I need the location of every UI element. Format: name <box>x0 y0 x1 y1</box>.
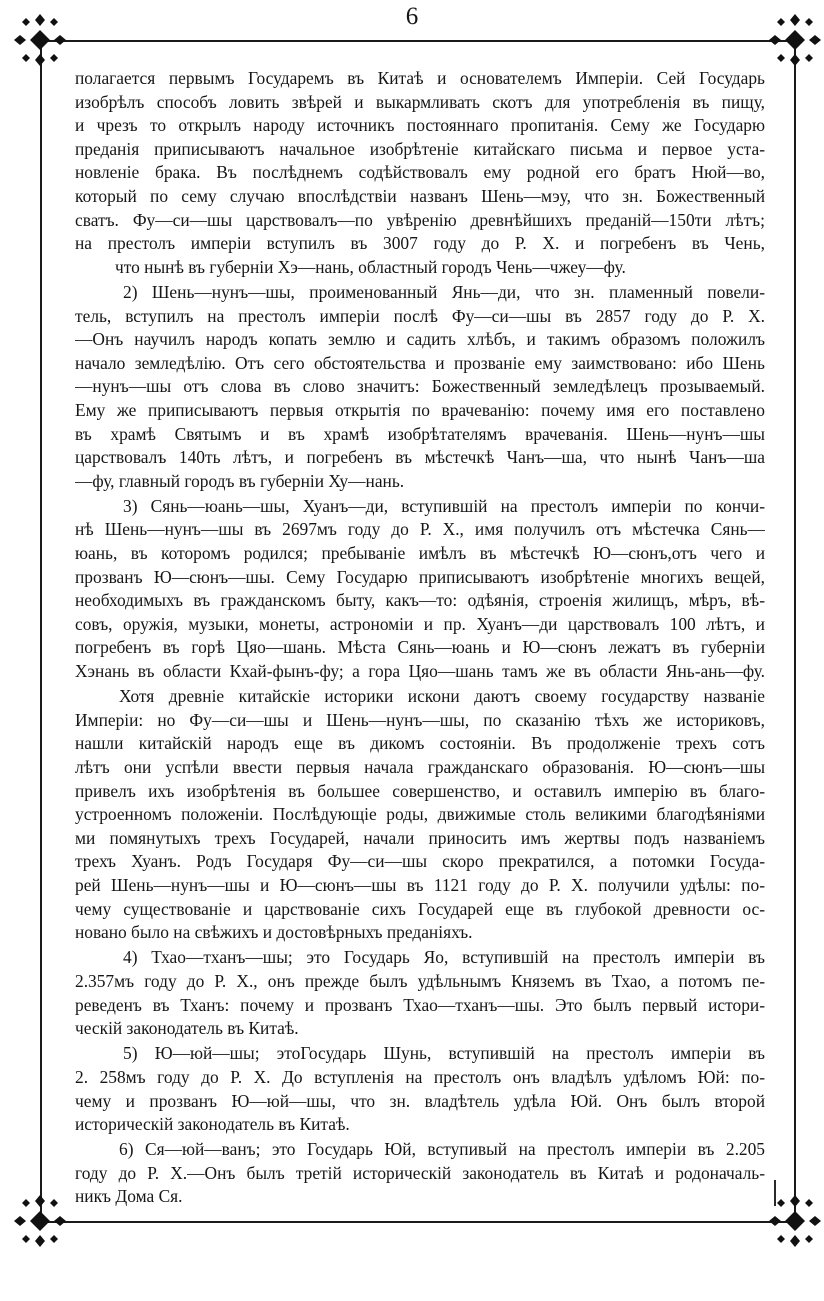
corner-ornament-top-right <box>763 8 824 72</box>
text-line: —Онъ научилъ народъ копать землю и садить хлѣбъ, и такимъ образомъ положилъ <box>75 329 765 350</box>
text-line: необходимыхъ въ гражданскомъ быту, какъ—то: одѣянія, строенія жилищъ, мѣръ, вѣ- <box>75 590 765 611</box>
text-line: что нынѣ въ губерніи Хэ—нань, областный городъ Чень—чжеу—фу. <box>115 256 626 277</box>
paragraph-7 <box>75 1138 765 1209</box>
text-line: на престолъ имперіи вступилъ въ 3007 году до Р. Х. и погребенъ въ Чень, <box>75 233 765 254</box>
text-line: 2) Шень—нунъ—шы, проименованный Янь—ди, что зн. пламенный повели- <box>123 281 765 302</box>
text-line: юань, въ которомъ родился; пребываніе имѣлъ въ мѣстечкѣ Ю—сюнъ,отъ чего и <box>75 543 765 564</box>
text-line: привелъ ихъ изобрѣтенія въ большее совершенство, и оставилъ имперію въ благо- <box>75 780 765 801</box>
text-line: Имперіи: но Фу—си—шы и Шень—нунъ—шы, по сказанію тѣхъ же историковъ, <box>75 709 765 730</box>
text-line: тель, вступилъ на престолъ имперіи послѣ Фу—си—шы въ 2857 году до Р. Х. <box>75 305 765 326</box>
paragraph-4 <box>75 685 765 945</box>
text-line: полагается первымъ Государемъ въ Китаѣ и основателемъ Имперіи. Сей Государь <box>75 68 765 88</box>
text-line: ми помянутыхъ трехъ Государей, начали приносить имъ жертвы подъ названіемъ <box>75 827 765 848</box>
text-line: 4) Тхао—тханъ—шы; это Государь Яо, вступившій на престолъ имперіи въ <box>123 947 765 968</box>
page-body-text <box>75 67 765 1209</box>
text-line: нашли китайскій народъ еще въ дикомъ состояніи. Въ продолженіе трехъ сотъ <box>75 733 765 754</box>
corner-ornament-top-left <box>8 8 72 72</box>
text-line: —фу, главный городъ въ губерніи Ху—нань. <box>75 470 405 491</box>
frame-top-rule <box>40 40 796 42</box>
text-line: въ храмѣ Святымъ и въ храмѣ изобрѣтателямъ врачеванія. Шень—нунъ—шы <box>75 423 765 444</box>
text-line: —нунъ—шы отъ слова въ слово значитъ: Божественный земледѣлецъ прозываемый. <box>75 376 765 397</box>
text-line: прозванъ Ю—сюнъ—шы. Сему Государю приписываютъ изобрѣтеніе многихъ вещей, <box>75 566 765 587</box>
text-line: лѣтъ они успѣли ввести первыя начала гражданскаго образованія. Ю—сюнъ—шы <box>75 757 765 777</box>
text-line: 2.357мъ году до Р. Х., онъ прежде былъ удѣльнымъ Княземъ въ Тхао, а потомъ пе- <box>75 970 765 991</box>
paragraph-1 <box>75 67 765 279</box>
text-line: царствовалъ 140ть лѣтъ, и погребенъ въ мѣстечкѣ Чанъ—ша, что нынѣ Чанъ—ша <box>75 447 765 468</box>
text-line: который по сему случаю впослѣдствіи названъ Шень—мэу, что зн. Божественный <box>75 185 765 206</box>
text-line: начало земледѣлію. Отъ сего обстоятельства и прозваніе ему заимствовано: ибо Шень <box>75 352 765 373</box>
frame-bottom-rule <box>40 1221 796 1223</box>
text-line: никъ Дома Ся. <box>75 1186 183 1207</box>
text-line: 5) Ю—юй—шы; этоГосударь Шунь, вступившій на престолъ имперіи въ <box>123 1043 765 1064</box>
frame-left-rule <box>40 40 42 1223</box>
frame-right-rule <box>794 40 796 1223</box>
paragraph-5 <box>75 946 765 1040</box>
text-line: и чрезъ то открылъ народу источникъ постояннаго пропитанія. Сему же Государю <box>75 115 765 136</box>
text-line: изобрѣлъ способъ ловить звѣрей и выкармливать скотъ для употребленія въ пищу, <box>75 91 765 112</box>
text-line: 2. 258мъ году до Р. Х. До вступленія на престолъ онъ владѣлъ удѣломъ Юй: по- <box>75 1066 765 1087</box>
text-line: 3) Сянь—юань—шы, Хуанъ—ди, вступившій на престолъ имперіи по кончи- <box>123 495 765 516</box>
text-line: трехъ Хуанъ. Родъ Государя Фу—си—шы скоро прекратился, а потомки Госуда- <box>75 851 765 872</box>
text-line: новленіе брака. Въ послѣднемъ содѣйствовалъ ему родной его братъ Нюй—во, <box>75 162 765 183</box>
text-line: чему существованіе и царствованіе сихъ Государей еще въ глубокой древности ос- <box>75 898 765 919</box>
text-line: преданія приписываютъ начальное изобрѣтеніе китайскаго письма и первое уста- <box>75 138 765 159</box>
text-line: сватъ. Фу—си—шы царствовалъ—по увѣренію древнѣйшихъ преданій—150ти лѣтъ; <box>75 209 765 230</box>
text-line: совъ, оружія, музыки, монеты, астрономіи и пр. Хуанъ—ди царствовалъ 100 лѣтъ, и <box>75 613 765 634</box>
text-line: историческій законодатель въ Китаѣ. <box>75 1114 350 1135</box>
paragraph-2 <box>75 281 765 493</box>
text-line: году до Р. Х.—Онъ былъ третій историческій законодатель въ Китаѣ и родоначаль- <box>75 1162 765 1183</box>
corner-ornament-bottom-right <box>763 1189 824 1253</box>
text-line: нѣ Шень—нунъ—шы въ 2697мъ году до Р. Х., имя получилъ отъ мѣстечка Сянь— <box>75 519 765 540</box>
text-line: 6) Ся—юй—ванъ; это Государь Юй, вступивый на престолъ имперіи въ 2.205 <box>119 1139 765 1160</box>
text-line: чему и прозванъ Ю—юй—шы, что зн. владѣтель удѣла Юй. Онъ былъ второй <box>75 1090 765 1111</box>
text-line: рей Шень—нунъ—шы и Ю—сюнъ—шы въ 1121 году до Р. Х. получили удѣлы: по- <box>75 874 765 895</box>
text-line: погребенъ въ горѣ Цяо—шань. Мѣста Сянь—юань и Ю—сюнъ лежатъ въ губерніи <box>75 637 765 658</box>
text-line: Ему же приписываютъ первыя открытія по врачеванію: почему имя его поставлено <box>75 399 765 420</box>
text-line: Хотя древніе китайскіе историки искони даютъ своему государству названіе <box>119 686 765 707</box>
text-line: Хэнань въ области Кхай-фынъ-фу; а гора Цяо—шань тамъ же въ области Янь-ань—фу. <box>75 661 765 682</box>
text-line: новано было на свѣжихъ и достовѣрныхъ преданіяхъ. <box>75 922 473 943</box>
text-line: реведенъ въ Тханъ: почему и прозванъ Тхао—тханъ—шы. Это былъ первый истори- <box>75 994 765 1015</box>
text-line: устроенномъ положеніи. Послѣдующіе роды, движимые столь великими благодѣяніями <box>75 804 765 825</box>
corner-ornament-bottom-left <box>8 1189 72 1253</box>
paragraph-3 <box>75 495 765 684</box>
paragraph-6 <box>75 1042 765 1136</box>
page-number: 6 <box>405 3 419 30</box>
text-line: ческій законодатель въ Китаѣ. <box>75 1018 299 1039</box>
scan-mark <box>774 1180 776 1206</box>
